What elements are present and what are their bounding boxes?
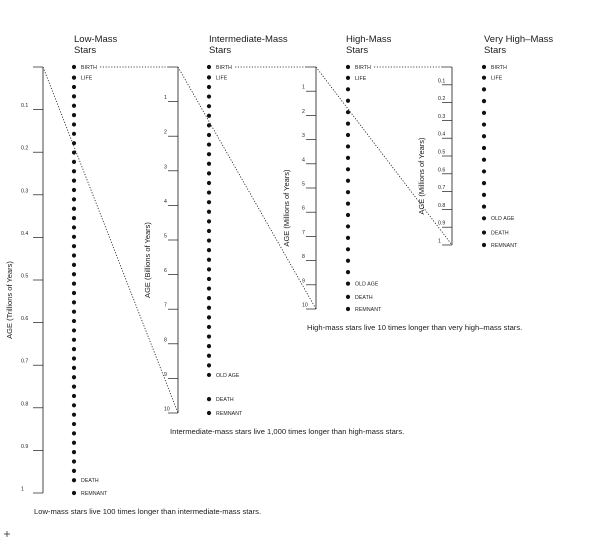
stage-dot-3-birth — [346, 65, 350, 69]
life-dot-2-15 — [207, 219, 211, 223]
stage-dot-3-old-age — [346, 281, 350, 285]
tick-label-2-6: 6 — [164, 268, 167, 275]
tick-label-4-8: 0.8 — [438, 202, 446, 209]
life-dot-1-25 — [72, 310, 76, 314]
caption-1: Low-mass stars live 100 times longer than intermediate-mass stars. — [34, 507, 262, 516]
stage-label-1-remnant: REMNANT — [81, 490, 108, 497]
column-title-2-line-1: Intermediate-Mass — [209, 34, 288, 45]
life-dot-4-11 — [482, 204, 486, 208]
axis-title-1: AGE (Trillions of Years) — [5, 261, 14, 339]
life-dot-1-42 — [72, 469, 76, 473]
tick-label-2-3: 3 — [164, 164, 167, 171]
tick-label-4-1: 0.1 — [438, 78, 446, 85]
life-dot-4-5 — [482, 134, 486, 138]
tick-label-3-2: 2 — [302, 108, 305, 115]
life-dot-4-7 — [482, 158, 486, 162]
tick-label-2-10: 10 — [164, 406, 170, 413]
column-title-1-line-2: Stars — [74, 45, 97, 56]
connector-diagonal-2 — [178, 64, 316, 309]
life-dot-4-6 — [482, 146, 486, 150]
tick-label-2-7: 7 — [164, 302, 167, 309]
life-dot-1-32 — [72, 375, 76, 379]
life-dot-2-21 — [207, 277, 211, 281]
column-title-3-line-2: Stars — [346, 45, 369, 56]
tick-label-4-3: 0.3 — [438, 113, 446, 120]
stage-dot-4-old-age — [482, 216, 486, 220]
life-dot-2-12 — [207, 190, 211, 194]
tick-label-4-4: 0.4 — [438, 131, 446, 138]
life-dot-3-9 — [346, 179, 350, 183]
tick-label-1-2: 0.2 — [21, 145, 29, 152]
life-dot-3-1 — [346, 87, 350, 91]
life-dot-2-9 — [207, 162, 211, 166]
tick-label-1-7: 0.7 — [21, 358, 29, 365]
life-dot-4-9 — [482, 181, 486, 185]
life-dot-3-7 — [346, 156, 350, 160]
life-dot-2-25 — [207, 315, 211, 319]
life-dot-2-17 — [207, 238, 211, 242]
tick-label-1-6: 0.6 — [21, 316, 29, 323]
life-dot-2-14 — [207, 210, 211, 214]
tick-label-1-3: 0.3 — [21, 188, 29, 195]
life-dot-1-37 — [72, 422, 76, 426]
life-dot-2-24 — [207, 306, 211, 310]
stage-dot-1-life — [72, 76, 76, 80]
life-dot-2-30 — [207, 363, 211, 367]
life-dot-4-2 — [482, 99, 486, 103]
tick-label-2-5: 5 — [164, 233, 167, 240]
tick-label-3-8: 8 — [302, 254, 305, 261]
stage-dot-3-death — [346, 295, 350, 299]
life-dot-2-6 — [207, 133, 211, 137]
life-dot-2-2 — [207, 94, 211, 98]
life-dot-3-15 — [346, 247, 350, 251]
life-dot-3-8 — [346, 167, 350, 171]
life-dot-3-4 — [346, 122, 350, 126]
tick-label-1-10: 1 — [21, 486, 24, 493]
life-dot-2-23 — [207, 296, 211, 300]
life-dot-1-34 — [72, 394, 76, 398]
life-dot-1-6 — [72, 132, 76, 136]
stage-dot-4-birth — [482, 65, 486, 69]
tick-label-2-1: 1 — [164, 95, 167, 102]
life-dot-3-16 — [346, 259, 350, 263]
life-dot-1-35 — [72, 403, 76, 407]
life-dot-2-19 — [207, 258, 211, 262]
tick-label-3-3: 3 — [302, 133, 305, 140]
life-dot-1-17 — [72, 235, 76, 239]
life-dot-3-11 — [346, 201, 350, 205]
tick-label-4-2: 0.2 — [438, 96, 446, 103]
life-dot-1-13 — [72, 197, 76, 201]
life-dot-1-9 — [72, 160, 76, 164]
life-dot-2-27 — [207, 334, 211, 338]
life-dot-1-33 — [72, 384, 76, 388]
life-dot-2-1 — [207, 85, 211, 89]
life-dot-2-29 — [207, 354, 211, 358]
tick-label-3-7: 7 — [302, 229, 305, 236]
tick-label-4-5: 0.5 — [438, 149, 446, 156]
life-dot-1-20 — [72, 263, 76, 267]
life-dot-1-26 — [72, 319, 76, 323]
life-dot-2-28 — [207, 344, 211, 348]
life-dot-2-20 — [207, 267, 211, 271]
tick-label-4-10: 1 — [438, 238, 441, 245]
stage-dot-3-life — [346, 76, 350, 80]
tick-label-2-4: 4 — [164, 198, 167, 205]
tick-label-3-10: 10 — [302, 302, 308, 309]
life-dot-1-39 — [72, 441, 76, 445]
stage-label-4-remnant: REMNANT — [491, 242, 518, 249]
life-dot-1-40 — [72, 450, 76, 454]
stage-label-2-birth: BIRTH — [216, 64, 232, 71]
life-dot-1-31 — [72, 366, 76, 370]
life-dot-1-2 — [72, 94, 76, 98]
stage-label-2-life: LIFE — [216, 75, 228, 82]
life-dot-2-22 — [207, 286, 211, 290]
life-dot-1-3 — [72, 104, 76, 108]
stage-dot-2-remnant — [207, 411, 211, 415]
life-dot-1-18 — [72, 244, 76, 248]
life-dot-1-14 — [72, 207, 76, 211]
life-dot-1-22 — [72, 282, 76, 286]
life-dot-2-16 — [207, 229, 211, 233]
life-dot-1-1 — [72, 85, 76, 89]
life-dot-1-24 — [72, 300, 76, 304]
life-dot-1-21 — [72, 272, 76, 276]
column-title-1-line-1: Low-Mass — [74, 34, 118, 45]
stage-label-3-death: DEATH — [355, 294, 373, 301]
stage-label-1-life: LIFE — [81, 75, 93, 82]
stage-label-3-remnant: REMNANT — [355, 306, 382, 313]
life-dot-3-5 — [346, 133, 350, 137]
life-dot-3-13 — [346, 224, 350, 228]
column-title-4-line-1: Very High–Mass — [484, 34, 554, 45]
stage-label-4-birth: BIRTH — [491, 64, 507, 71]
stage-dot-2-old-age — [207, 373, 211, 377]
tick-label-2-8: 8 — [164, 337, 167, 344]
life-dot-3-17 — [346, 270, 350, 274]
life-dot-2-10 — [207, 171, 211, 175]
tick-label-3-6: 6 — [302, 205, 305, 212]
life-dot-1-28 — [72, 338, 76, 342]
stage-dot-4-remnant — [482, 243, 486, 247]
stage-dot-4-death — [482, 230, 486, 234]
tick-label-4-7: 0.7 — [438, 185, 446, 192]
stage-label-3-birth: BIRTH — [355, 64, 371, 71]
life-dot-1-10 — [72, 169, 76, 173]
tick-label-3-9: 9 — [302, 278, 305, 285]
life-dot-4-10 — [482, 193, 486, 197]
life-dot-4-3 — [482, 111, 486, 115]
stage-label-2-remnant: REMNANT — [216, 410, 243, 417]
tick-label-2-9: 9 — [164, 371, 167, 378]
stage-dot-2-death — [207, 397, 211, 401]
stage-label-2-death: DEATH — [216, 397, 234, 404]
life-dot-3-12 — [346, 213, 350, 217]
life-dot-2-18 — [207, 248, 211, 252]
axis-title-3: AGE (Millions of Years) — [282, 169, 291, 247]
life-dot-4-8 — [482, 169, 486, 173]
stage-dot-4-life — [482, 76, 486, 80]
life-dot-2-26 — [207, 325, 211, 329]
life-dot-2-7 — [207, 142, 211, 146]
life-dot-1-38 — [72, 431, 76, 435]
life-dot-1-41 — [72, 459, 76, 463]
life-dot-1-19 — [72, 253, 76, 257]
stage-dot-3-remnant — [346, 307, 350, 311]
life-dot-1-16 — [72, 225, 76, 229]
tick-label-2-2: 2 — [164, 129, 167, 136]
stage-label-3-life: LIFE — [355, 75, 367, 82]
stage-label-3-old-age: OLD AGE — [355, 281, 379, 288]
tick-label-3-1: 1 — [302, 84, 305, 91]
life-dot-3-10 — [346, 190, 350, 194]
tick-label-4-9: 0.9 — [438, 220, 446, 227]
tick-label-3-4: 4 — [302, 157, 305, 164]
tick-label-1-5: 0.5 — [21, 273, 29, 280]
column-title-4-line-2: Stars — [484, 45, 507, 56]
column-title-3-line-1: High-Mass — [346, 34, 392, 45]
life-dot-4-1 — [482, 87, 486, 91]
life-dot-3-2 — [346, 99, 350, 103]
stage-dot-1-death — [72, 478, 76, 482]
tick-label-1-9: 0.9 — [21, 443, 29, 450]
life-dot-2-8 — [207, 152, 211, 156]
life-dot-3-3 — [346, 110, 350, 114]
stage-dot-1-remnant — [72, 491, 76, 495]
life-dot-1-29 — [72, 347, 76, 351]
stage-label-1-death: DEATH — [81, 478, 99, 485]
life-dot-1-11 — [72, 179, 76, 183]
life-dot-3-14 — [346, 236, 350, 240]
tick-label-3-5: 5 — [302, 181, 305, 188]
caption-2: Intermediate-mass stars live 1,000 times longer than high-mass stars. — [170, 427, 405, 436]
life-dot-1-12 — [72, 188, 76, 192]
life-dot-1-27 — [72, 328, 76, 332]
stage-dot-1-birth — [72, 65, 76, 69]
life-dot-3-6 — [346, 144, 350, 148]
tick-label-1-1: 0.1 — [21, 103, 29, 110]
stage-label-4-death: DEATH — [491, 230, 509, 237]
life-dot-2-13 — [207, 200, 211, 204]
life-dot-1-36 — [72, 413, 76, 417]
stage-label-2-old-age: OLD AGE — [216, 372, 240, 379]
stage-dot-2-life — [207, 75, 211, 79]
stage-label-4-old-age: OLD AGE — [491, 216, 515, 223]
stage-dot-2-birth — [207, 65, 211, 69]
life-dot-2-11 — [207, 181, 211, 185]
life-dot-4-4 — [482, 122, 486, 126]
axis-title-2: AGE (Billions of Years) — [143, 222, 152, 298]
axis-title-4: AGE (Millions of Years) — [417, 137, 426, 215]
life-dot-1-30 — [72, 356, 76, 360]
stage-label-4-life: LIFE — [491, 75, 503, 82]
life-dot-1-23 — [72, 291, 76, 295]
tick-label-1-8: 0.8 — [21, 401, 29, 408]
life-dot-1-5 — [72, 122, 76, 126]
tick-label-4-6: 0.6 — [438, 167, 446, 174]
caption-3: High-mass stars live 10 times longer than very high–mass stars. — [307, 323, 523, 332]
tick-label-1-4: 0.4 — [21, 230, 29, 237]
connector-diagonal-3 — [316, 64, 452, 245]
connector-diagonal-1 — [43, 64, 178, 413]
column-title-2-line-2: Stars — [209, 45, 232, 56]
life-dot-2-4 — [207, 114, 211, 118]
life-dot-1-15 — [72, 216, 76, 220]
stage-label-1-birth: BIRTH — [81, 64, 97, 71]
life-dot-2-3 — [207, 104, 211, 108]
life-dot-1-4 — [72, 113, 76, 117]
